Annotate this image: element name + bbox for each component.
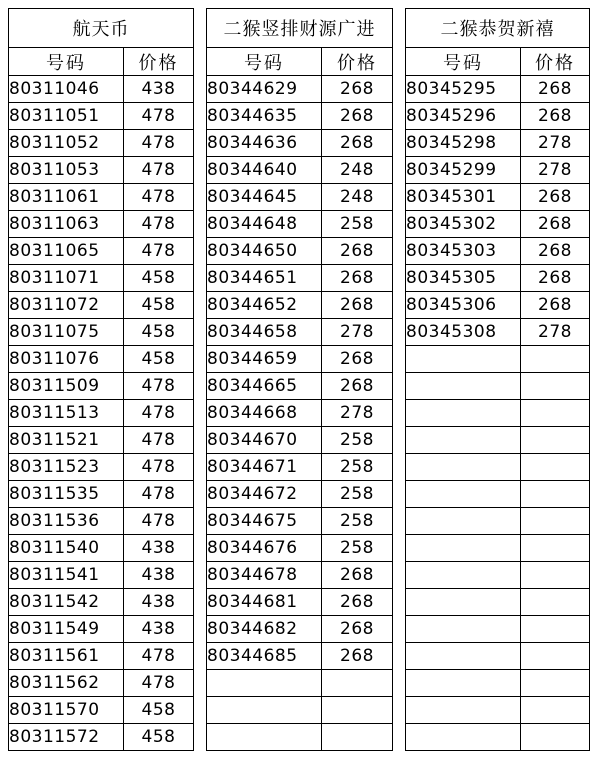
price-cell: 438 <box>124 535 194 562</box>
number-cell <box>406 643 521 670</box>
column-header-price: 价格 <box>322 48 393 76</box>
number-cell: 80344640 <box>207 157 322 184</box>
number-cell <box>406 724 521 751</box>
price-cell <box>521 724 590 751</box>
column-header-price: 价格 <box>521 48 590 76</box>
price-cell: 278 <box>521 319 590 346</box>
table-row <box>406 562 590 589</box>
price-cell: 268 <box>521 76 590 103</box>
price-cell <box>521 454 590 481</box>
number-cell <box>406 400 521 427</box>
table-row <box>406 643 590 670</box>
table-row <box>207 238 393 265</box>
panel-monkey-vertical-fortune <box>206 8 393 751</box>
number-cell <box>406 562 521 589</box>
table-row <box>406 157 590 184</box>
table-row <box>406 319 590 346</box>
table-row <box>207 373 393 400</box>
number-cell <box>406 616 521 643</box>
number-cell: 80311053 <box>9 157 124 184</box>
price-cell: 278 <box>521 130 590 157</box>
price-cell <box>521 697 590 724</box>
price-cell: 268 <box>322 643 393 670</box>
number-cell: 80311521 <box>9 427 124 454</box>
number-cell: 80311542 <box>9 589 124 616</box>
table-row <box>406 346 590 373</box>
number-cell: 80311046 <box>9 76 124 103</box>
price-cell: 258 <box>322 211 393 238</box>
table-row <box>9 103 194 130</box>
price-cell: 278 <box>322 400 393 427</box>
table-row <box>207 724 393 751</box>
price-cell: 278 <box>322 319 393 346</box>
price-cell <box>322 670 393 697</box>
table-row <box>207 265 393 292</box>
table-row <box>207 616 393 643</box>
panel-space-coin <box>8 8 194 751</box>
price-cell: 268 <box>322 292 393 319</box>
price-cell: 248 <box>322 184 393 211</box>
price-cell: 278 <box>521 157 590 184</box>
price-cell: 268 <box>322 589 393 616</box>
number-cell: 80311570 <box>9 697 124 724</box>
number-cell: 80344685 <box>207 643 322 670</box>
number-cell: 80344671 <box>207 454 322 481</box>
number-cell: 80311076 <box>9 346 124 373</box>
price-cell: 478 <box>124 157 194 184</box>
price-cell: 458 <box>124 697 194 724</box>
table-row <box>207 670 393 697</box>
table-row <box>9 508 194 535</box>
price-cell: 268 <box>521 265 590 292</box>
price-cell: 258 <box>322 481 393 508</box>
price-cell: 478 <box>124 400 194 427</box>
number-cell <box>406 670 521 697</box>
table-row <box>9 427 194 454</box>
number-cell: 80311549 <box>9 616 124 643</box>
table-row <box>406 373 590 400</box>
number-cell: 80345303 <box>406 238 521 265</box>
price-cell: 478 <box>124 103 194 130</box>
price-cell: 478 <box>124 184 194 211</box>
table-row <box>207 562 393 589</box>
number-cell <box>406 373 521 400</box>
column-header-price: 价格 <box>124 48 194 76</box>
table-row <box>9 211 194 238</box>
number-cell: 80345306 <box>406 292 521 319</box>
table-row <box>207 508 393 535</box>
number-cell: 80344668 <box>207 400 322 427</box>
column-header-number: 号码 <box>406 48 521 76</box>
table-row <box>207 400 393 427</box>
price-cell: 438 <box>124 562 194 589</box>
price-table <box>8 8 194 751</box>
number-cell <box>406 535 521 562</box>
number-cell: 80311509 <box>9 373 124 400</box>
price-cell <box>521 346 590 373</box>
number-cell: 80311513 <box>9 400 124 427</box>
price-cell <box>322 724 393 751</box>
number-cell: 80344681 <box>207 589 322 616</box>
price-cell: 268 <box>322 562 393 589</box>
table-row <box>207 589 393 616</box>
table-row <box>406 103 590 130</box>
table-row <box>207 211 393 238</box>
table-row <box>9 724 194 751</box>
price-cell: 478 <box>124 130 194 157</box>
table-row <box>9 562 194 589</box>
number-cell: 80344648 <box>207 211 322 238</box>
table-row <box>9 292 194 319</box>
price-cell: 478 <box>124 454 194 481</box>
table-row <box>207 454 393 481</box>
number-cell: 80344672 <box>207 481 322 508</box>
number-cell: 80311075 <box>9 319 124 346</box>
table-row <box>207 697 393 724</box>
number-cell: 80345298 <box>406 130 521 157</box>
price-table <box>405 8 590 751</box>
table-row <box>9 643 194 670</box>
table-row <box>406 130 590 157</box>
table-row <box>406 508 590 535</box>
table-row <box>207 130 393 157</box>
table-row <box>9 589 194 616</box>
price-cell: 478 <box>124 427 194 454</box>
number-cell <box>207 724 322 751</box>
number-cell: 80311071 <box>9 265 124 292</box>
price-cell <box>521 562 590 589</box>
number-cell <box>406 589 521 616</box>
table-row <box>207 319 393 346</box>
number-cell <box>406 454 521 481</box>
number-cell <box>207 697 322 724</box>
price-cell: 258 <box>322 427 393 454</box>
number-cell: 80344678 <box>207 562 322 589</box>
table-row <box>207 76 393 103</box>
number-cell: 80344659 <box>207 346 322 373</box>
panel-title: 二猴竖排财源广进 <box>207 9 393 48</box>
number-cell: 80345308 <box>406 319 521 346</box>
number-cell: 80311540 <box>9 535 124 562</box>
price-cell: 478 <box>124 238 194 265</box>
price-cell: 438 <box>124 76 194 103</box>
price-cell: 268 <box>521 103 590 130</box>
price-cell: 268 <box>322 265 393 292</box>
number-cell: 80344675 <box>207 508 322 535</box>
table-body <box>406 76 590 751</box>
price-cell: 478 <box>124 211 194 238</box>
table-row <box>406 184 590 211</box>
table-row <box>406 481 590 508</box>
price-cell <box>521 535 590 562</box>
number-cell <box>406 697 521 724</box>
number-cell: 80311535 <box>9 481 124 508</box>
panel-monkey-new-year <box>405 8 590 751</box>
table-row <box>406 400 590 427</box>
panel-title: 航天币 <box>9 9 194 48</box>
panel-title: 二猴恭贺新禧 <box>406 9 590 48</box>
price-cell <box>521 400 590 427</box>
number-cell: 80311562 <box>9 670 124 697</box>
table-row <box>207 535 393 562</box>
number-cell: 80344665 <box>207 373 322 400</box>
table-row <box>207 157 393 184</box>
price-cell: 268 <box>322 346 393 373</box>
table-row <box>9 130 194 157</box>
price-cell: 478 <box>124 373 194 400</box>
price-cell: 438 <box>124 589 194 616</box>
price-cell: 258 <box>322 454 393 481</box>
price-cell: 258 <box>322 535 393 562</box>
price-cell: 268 <box>521 292 590 319</box>
table-row <box>9 76 194 103</box>
table-row <box>406 589 590 616</box>
number-cell: 80311523 <box>9 454 124 481</box>
table-row <box>406 616 590 643</box>
table-row <box>9 265 194 292</box>
table-row <box>406 535 590 562</box>
price-cell: 268 <box>322 373 393 400</box>
number-cell: 80344670 <box>207 427 322 454</box>
number-cell: 80311572 <box>9 724 124 751</box>
number-cell: 80311061 <box>9 184 124 211</box>
column-header-number: 号码 <box>207 48 322 76</box>
table-row <box>9 319 194 346</box>
price-cell: 248 <box>322 157 393 184</box>
price-cell: 458 <box>124 292 194 319</box>
table-row <box>9 373 194 400</box>
table-row <box>207 292 393 319</box>
table-row <box>207 103 393 130</box>
price-cell: 268 <box>322 616 393 643</box>
price-cell <box>521 589 590 616</box>
price-cell <box>521 427 590 454</box>
column-header-number: 号码 <box>9 48 124 76</box>
number-cell: 80311052 <box>9 130 124 157</box>
table-row <box>406 697 590 724</box>
price-cell <box>521 670 590 697</box>
number-cell: 80345295 <box>406 76 521 103</box>
number-cell <box>207 670 322 697</box>
price-cell: 268 <box>521 211 590 238</box>
number-cell: 80345305 <box>406 265 521 292</box>
number-cell: 80344636 <box>207 130 322 157</box>
number-cell: 80344658 <box>207 319 322 346</box>
number-cell <box>406 481 521 508</box>
price-cell: 258 <box>322 508 393 535</box>
number-cell: 80311063 <box>9 211 124 238</box>
table-row <box>406 76 590 103</box>
number-cell: 80311065 <box>9 238 124 265</box>
price-table <box>206 8 393 751</box>
number-cell: 80311072 <box>9 292 124 319</box>
number-cell: 80345296 <box>406 103 521 130</box>
table-row <box>406 238 590 265</box>
price-cell: 478 <box>124 508 194 535</box>
number-cell: 80311536 <box>9 508 124 535</box>
table-row <box>9 535 194 562</box>
number-cell: 80345302 <box>406 211 521 238</box>
price-cell <box>521 616 590 643</box>
table-row <box>9 238 194 265</box>
table-row <box>406 265 590 292</box>
table-body <box>207 76 393 751</box>
price-cell: 458 <box>124 265 194 292</box>
price-cell: 438 <box>124 616 194 643</box>
number-cell: 80345301 <box>406 184 521 211</box>
table-row <box>207 427 393 454</box>
number-cell: 80344651 <box>207 265 322 292</box>
price-cell: 478 <box>124 643 194 670</box>
table-row <box>9 400 194 427</box>
price-cell: 458 <box>124 724 194 751</box>
table-row <box>207 346 393 373</box>
table-row <box>207 481 393 508</box>
price-cell <box>521 508 590 535</box>
table-row <box>207 184 393 211</box>
table-row <box>406 454 590 481</box>
number-cell: 80344635 <box>207 103 322 130</box>
table-row <box>406 292 590 319</box>
table-row <box>207 643 393 670</box>
number-cell: 80344652 <box>207 292 322 319</box>
table-row <box>9 481 194 508</box>
number-cell: 80344645 <box>207 184 322 211</box>
price-cell: 268 <box>322 76 393 103</box>
price-cell: 268 <box>521 184 590 211</box>
table-row <box>9 697 194 724</box>
price-cell <box>521 643 590 670</box>
number-cell: 80311541 <box>9 562 124 589</box>
table-row <box>9 346 194 373</box>
table-row <box>406 211 590 238</box>
table-row <box>9 157 194 184</box>
number-cell: 80344676 <box>207 535 322 562</box>
table-row <box>406 724 590 751</box>
price-cell: 268 <box>322 103 393 130</box>
price-cell: 478 <box>124 670 194 697</box>
table-row <box>9 184 194 211</box>
table-row <box>9 454 194 481</box>
table-body <box>9 76 194 751</box>
number-cell <box>406 508 521 535</box>
table-row <box>406 427 590 454</box>
price-cell <box>521 373 590 400</box>
price-cell <box>521 481 590 508</box>
price-cell: 458 <box>124 319 194 346</box>
number-cell: 80311561 <box>9 643 124 670</box>
table-row <box>9 616 194 643</box>
price-cell: 478 <box>124 481 194 508</box>
number-cell: 80345299 <box>406 157 521 184</box>
number-cell: 80311051 <box>9 103 124 130</box>
price-cell: 268 <box>322 238 393 265</box>
number-cell: 80344682 <box>207 616 322 643</box>
number-cell <box>406 346 521 373</box>
price-cell: 268 <box>322 130 393 157</box>
table-row <box>406 670 590 697</box>
number-cell <box>406 427 521 454</box>
number-cell: 80344650 <box>207 238 322 265</box>
price-cell <box>322 697 393 724</box>
number-cell: 80344629 <box>207 76 322 103</box>
table-row <box>9 670 194 697</box>
price-cell: 458 <box>124 346 194 373</box>
price-cell: 268 <box>521 238 590 265</box>
